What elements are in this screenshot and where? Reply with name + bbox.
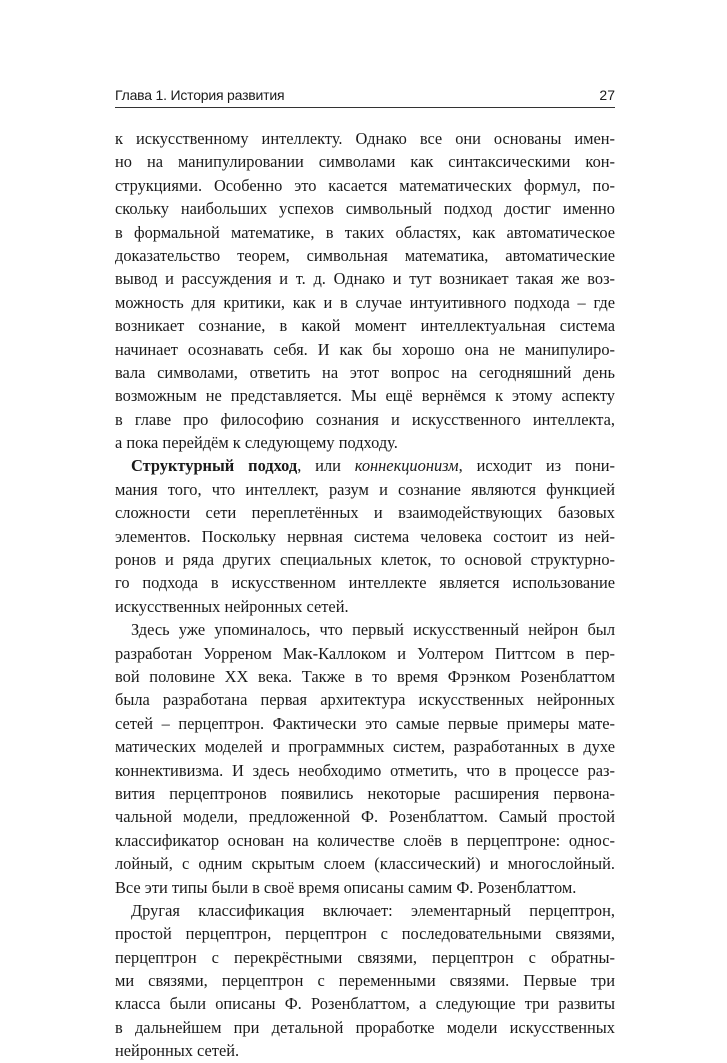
text-line: мания того, что интеллект, разум и сознание являются функцией (115, 479, 615, 499)
text-line: Другая классификация включает: элементарный перцептрон, (131, 900, 615, 920)
text-line: но на манипулировании символами как синтаксическими кон- (115, 152, 615, 172)
text-line: перцептрон с перекрёстными связями, перцептрон с обратны- (115, 947, 615, 967)
text-line: классификатор основан на количестве слоёв в перцептроне: однос- (115, 830, 615, 850)
text-line: начинает осознавать себя. И как бы хорошо она не манипулиро- (115, 339, 615, 359)
text-line: была разработана первая архитектура искусственных нейронных (115, 690, 615, 710)
paragraph-2 (115, 454, 615, 618)
page-number: 27 (599, 87, 615, 103)
text-line: струкциями. Особенно это касается математических формул, по- (115, 175, 615, 195)
text-line: нейронных сетей. (115, 1041, 240, 1061)
bold-term: Структурный подход (131, 456, 298, 476)
text-line: Здесь уже упоминалось, что первый искусственный нейрон был (131, 620, 615, 640)
text-line: элементов. Поскольку нервная система человека состоит из ней- (115, 526, 615, 546)
text-line: сетей – перцептрон. Фактически это самые первые примеры мате- (115, 713, 615, 733)
text-line: чальной модели, предложенной Ф. Розенблаттом. Самый простой (115, 807, 615, 827)
text-line (115, 454, 615, 477)
text-line: возможным не представляется. Мы ещё вернёмся к этому аспекту (115, 386, 615, 406)
body-text (115, 127, 615, 1063)
text-line: вала символами, ответить на этот вопрос на сегодняшний день (115, 362, 615, 382)
text-line: матических моделей и программных систем, разработанных в духе (115, 737, 615, 757)
paragraph-3 (115, 618, 615, 899)
chapter-title: Глава 1. История развития (115, 87, 285, 103)
text-line: возникает сознание, в какой момент интеллектуальная система (115, 316, 615, 336)
text-line: а пока перейдём к следующему подходу. (115, 433, 398, 453)
text-line: лойный, с одним скрытым слоем (классический) и многослойный. (115, 854, 615, 874)
italic-term: коннекционизм (354, 456, 459, 476)
text-line: в дальнейшем при детальной проработке модели искусственных (115, 1017, 615, 1037)
text-line: го подхода в искусственном интеллекте является использование (115, 573, 615, 593)
text-line: Все эти типы были в своё время описаны самим Ф. Розенблаттом. (115, 877, 577, 897)
text-line: в главе про философию сознания и искусственного интеллекта, (115, 409, 615, 429)
paragraph-1 (115, 127, 615, 454)
header-rule (115, 107, 615, 108)
text-line: вития перцептронов появились некоторые расширения первона- (115, 783, 615, 803)
text-line: класса были описаны Ф. Розенблаттом, а следующие три развиты (115, 994, 615, 1014)
text-line: ронов и ряда других специальных клеток, то основой структурно- (115, 550, 615, 570)
line-rest: , исходит из пони- (458, 456, 615, 476)
text-line: сложности сети переплетённых и взаимодействующих базовых (115, 503, 615, 523)
text-line: коннективизма. И здесь необходимо отметить, что в процессе раз- (115, 760, 615, 780)
text-line: разработан Уорреном Мак-Каллоком и Уолтером Питтсом в пер- (115, 643, 615, 663)
text-line: простой перцептрон, перцептрон с последовательными связями, (115, 924, 615, 944)
text-line: скольку наибольших успехов символьный подход достиг именно (115, 199, 615, 219)
text-line: в формальной математике, в таких областях, как автоматическое (115, 222, 615, 242)
text-line: ми связями, перцептрон с переменными связями. Первые три (115, 971, 615, 991)
running-header (115, 84, 615, 110)
paragraph-4 (115, 899, 615, 1063)
text-line: вой половине XX века. Также в то время Фрэнком Розенблаттом (115, 666, 615, 686)
term-separator: , или (297, 456, 355, 476)
text-line: вывод и рассуждения и т. д. Однако и тут возникает такая же воз- (115, 269, 615, 289)
text-line: искусственных нейронных сетей. (115, 596, 349, 616)
text-line: можность для критики, как и в случае интуитивного подхода – где (115, 292, 615, 312)
text-line: к искусственному интеллекту. Однако все они основаны имен- (115, 129, 615, 148)
text-line: доказательство теорем, символьная математика, автоматические (115, 245, 615, 265)
